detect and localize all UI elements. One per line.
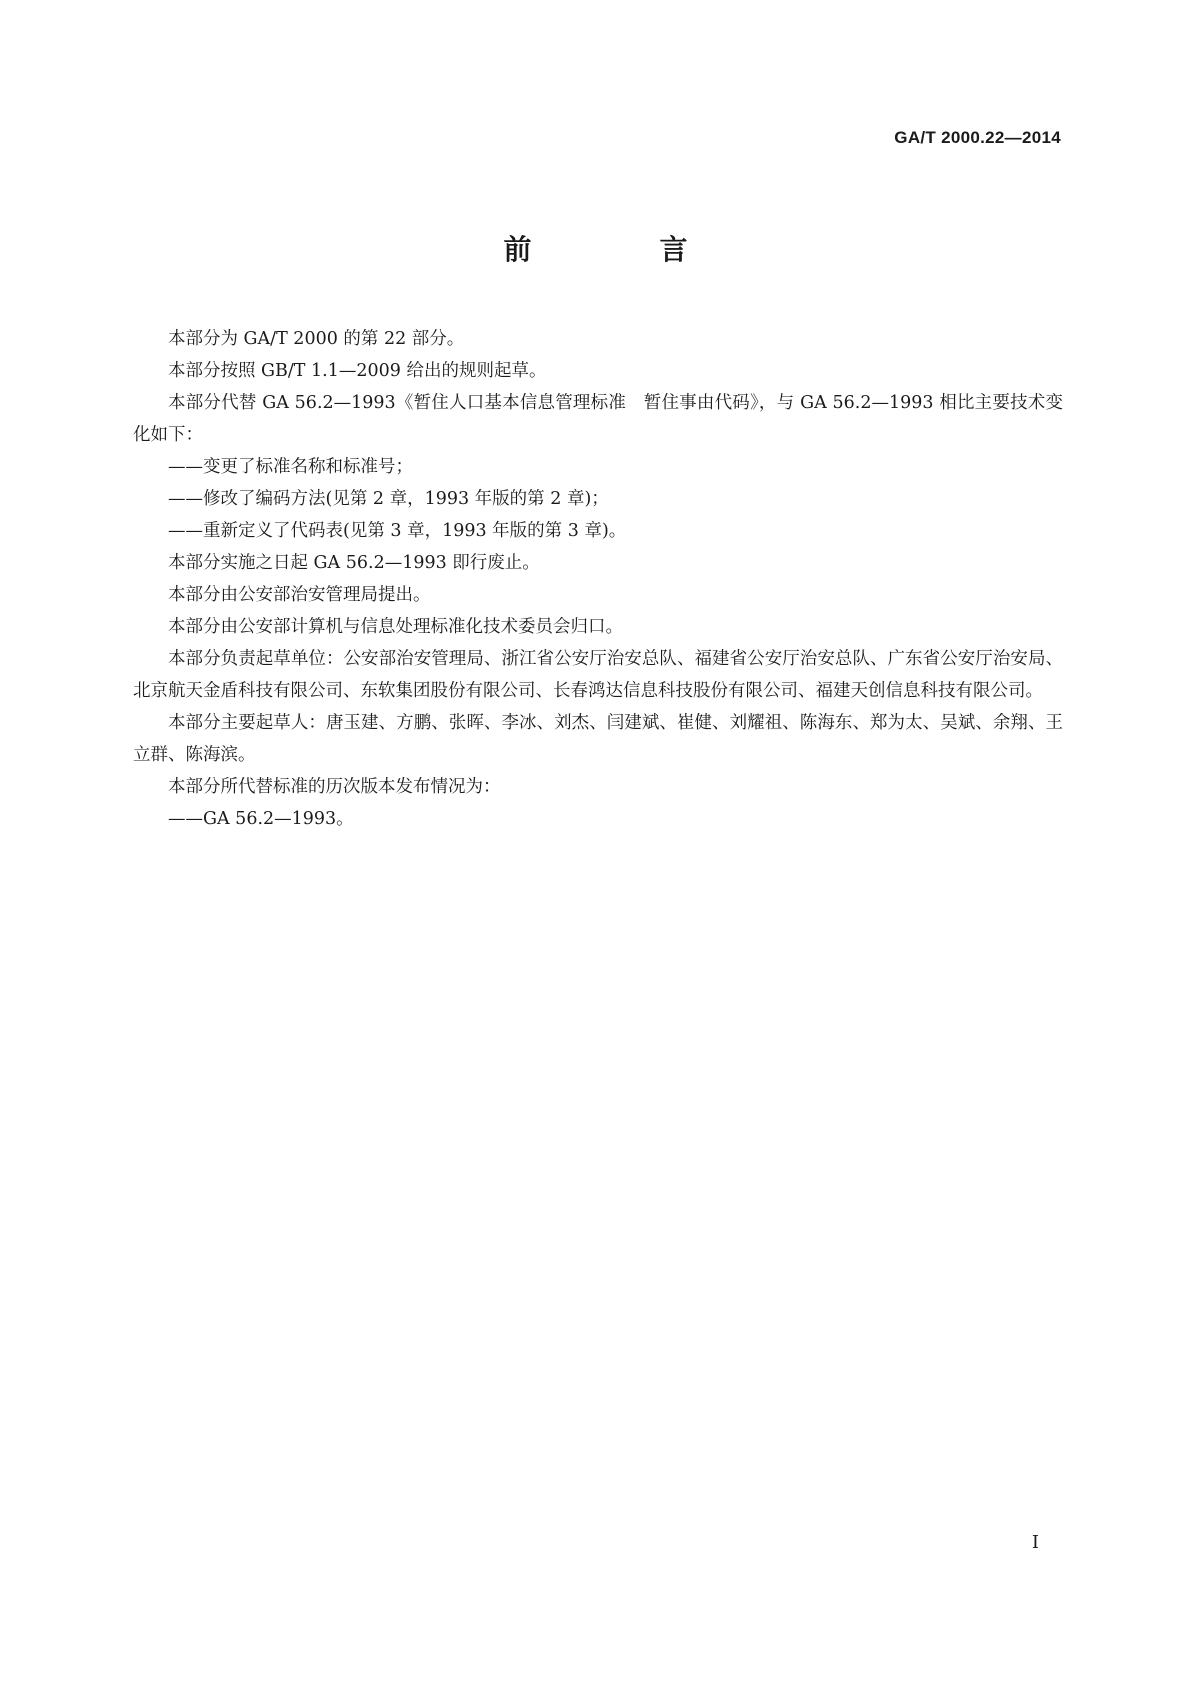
foreword-body [133, 323, 1063, 835]
paragraph: 本部分所代替标准的历次版本发布情况为： [168, 777, 501, 797]
page-title: 前 言 [503, 233, 738, 266]
paragraph: 本部分负责起草单位：公安部治安管理局、浙江省公安厅治安总队、福建省公安厅治安总队、广东省公安厅治安局、北京航天金盾科技有限公司、东软集团股份有限公司、长春鸿达信息科技股份有限公司、福建天创信息科技有限公司。 [133, 649, 1063, 701]
paragraph: 本部分为 GA/T 2000 的第 22 部分。 [168, 329, 465, 349]
list-item: ——重新定义了代码表(见第 3 章，1993 年版的第 3 章)。 [168, 521, 627, 541]
list-item: ——变更了标准名称和标准号； [168, 457, 413, 477]
list-item: ——GA 56.2—1993。 [168, 809, 354, 829]
list-item: ——修改了编码方法(见第 2 章，1993 年版的第 2 章)； [168, 489, 609, 509]
paragraph: 本部分主要起草人：唐玉建、方鹏、张晖、李冰、刘杰、闫建斌、崔健、刘耀祖、陈海东、郑为太、吴斌、余翔、王立群、陈海滨。 [133, 713, 1063, 765]
paragraph: 本部分按照 GB/T 1.1—2009 给出的规则起草。 [168, 361, 547, 381]
page-number: I [1031, 1532, 1039, 1553]
standard-code: GA/T 2000.22—2014 [894, 128, 1061, 147]
paragraph: 本部分代替 GA 56.2—1993《暂住人口基本信息管理标准 暂住事由代码》，与 GA 56.2—1993 相比主要技术变化如下： [133, 393, 1063, 445]
paragraph: 本部分由公安部治安管理局提出。 [168, 585, 431, 605]
paragraph: 本部分由公安部计算机与信息处理标准化技术委员会归口。 [168, 617, 623, 637]
paragraph: 本部分实施之日起 GA 56.2—1993 即行废止。 [168, 553, 540, 573]
